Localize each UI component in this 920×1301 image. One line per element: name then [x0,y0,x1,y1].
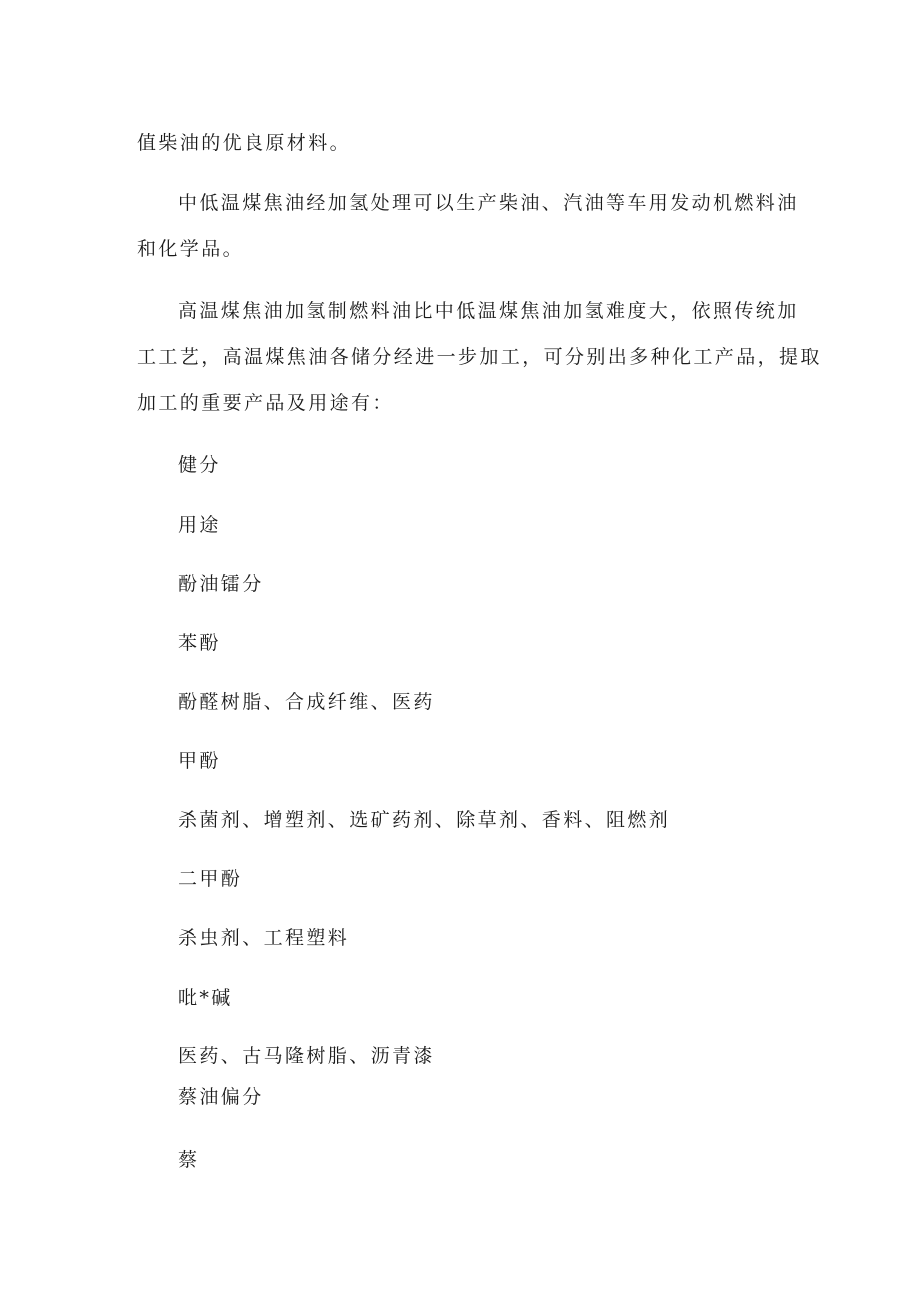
list-item: 用途 [178,514,221,536]
paragraph-line: 加工的重要产品及用途有： [137,392,394,414]
list-item: 酚油镭分 [178,573,264,595]
list-item: 甲酚 [178,750,221,772]
list-item: 二甲酚 [178,868,243,890]
list-item: 蔡油偏分 [178,1086,264,1108]
list-item: 酚醛树脂、合成纤维、医药 [178,691,435,713]
list-item: 杀菌剂、增塑剂、选矿药剂、除草剂、香料、阻燃剂 [178,809,671,831]
paragraph-line: 高温煤焦油加氢制燃料油比中低温煤焦油加氢难度大，依照传统加 [178,300,799,322]
paragraph-line: 工工艺，高温煤焦油各储分经进一步加工，可分别出多种化工产品，提取 [137,346,822,368]
list-item: 苯酚 [178,632,221,654]
paragraph-line: 值柴油的优良原材料。 [137,132,352,154]
paragraph-line: 和化学品。 [137,238,245,260]
list-item: 吡*碱 [178,987,233,1009]
list-item: 健分 [178,454,221,476]
list-item: 医药、古马隆树脂、沥青漆 [178,1045,435,1067]
paragraph-line: 中低温煤焦油经加氢处理可以生产柴油、汽油等车用发动机燃料油 [178,192,799,214]
list-item: 蔡 [178,1149,200,1171]
list-item: 杀虫剂、工程塑料 [178,927,350,949]
